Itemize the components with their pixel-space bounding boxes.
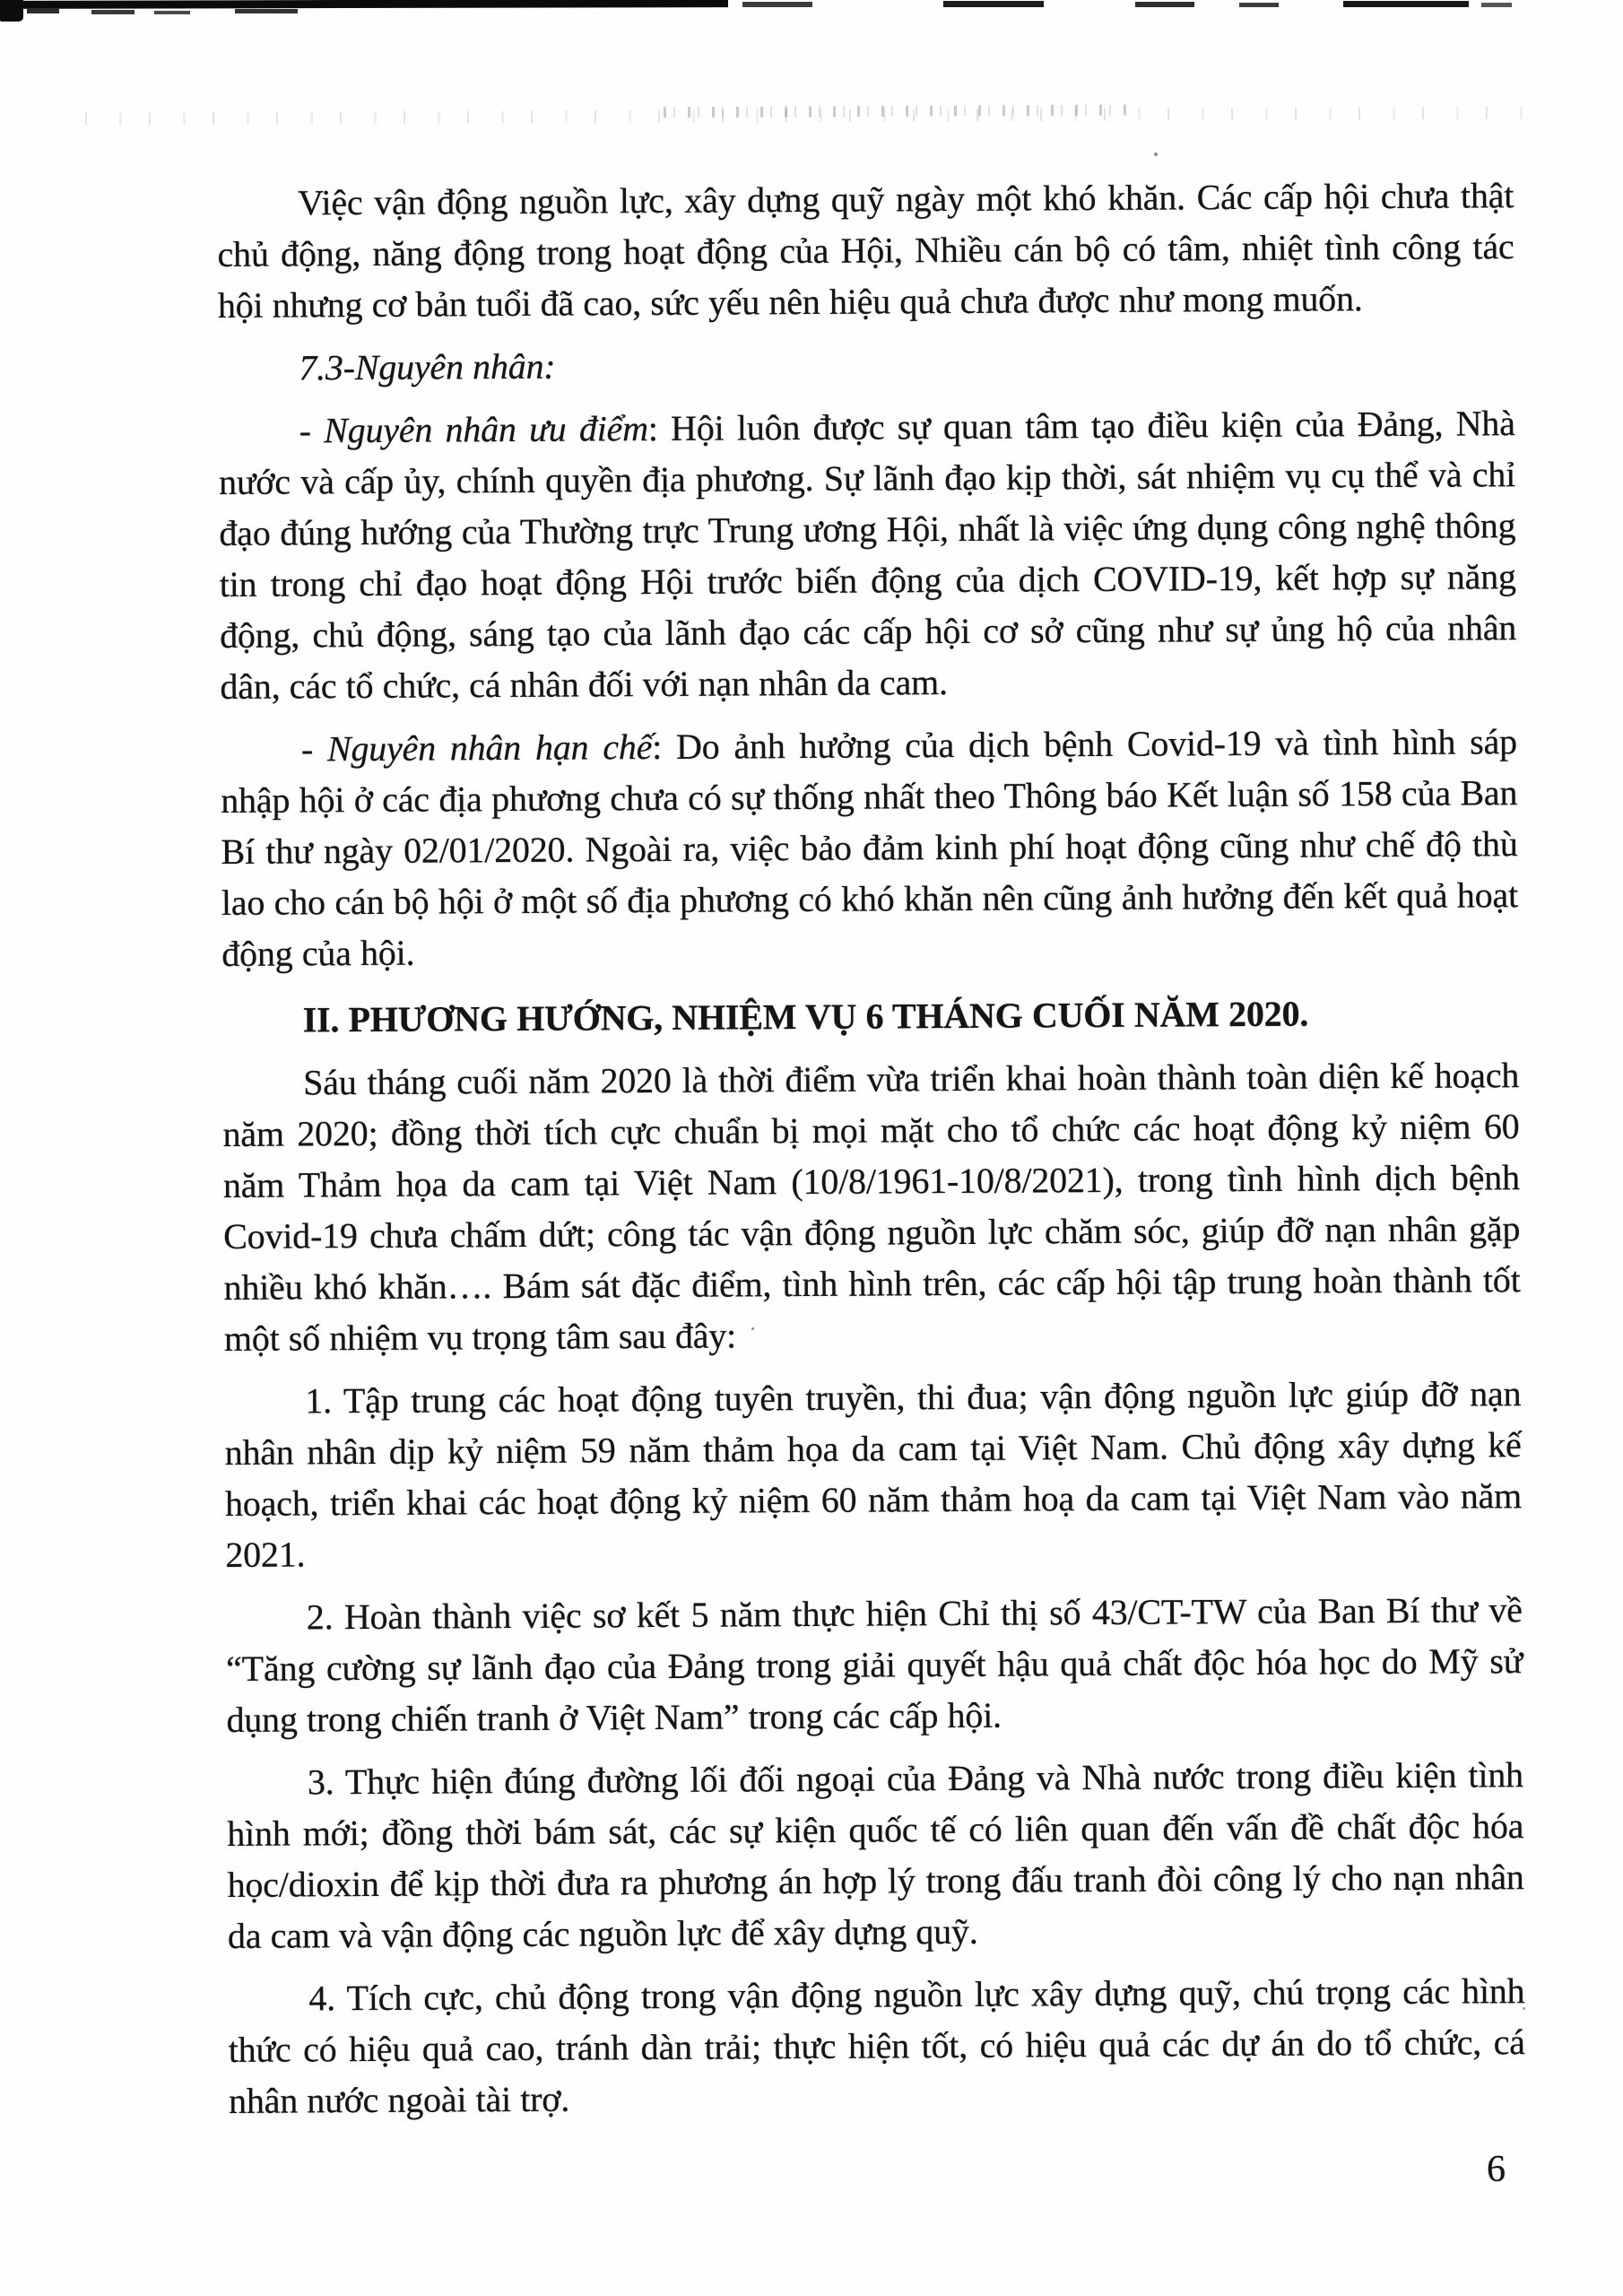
heading-7-3-nguyen-nhan: 7.3-Nguyên nhân: <box>299 345 556 388</box>
scan-artifact-segment <box>1481 3 1512 7</box>
paragraph-cause-limitation <box>221 716 1519 979</box>
scan-artifact-segment <box>943 1 1044 7</box>
paragraph-six-months-plan: Sáu tháng cuối năm 2020 là thời điểm vừa triển khai hoàn thành toàn diện kế hoạch năm 2020; đồng thời tích cực chuẩn bị mọi mặt cho tổ chức các hoạt động kỷ niệm 60 năm Thảm họa da cam tại Việt Nam (10/8/1961-10/8/2021), trong tình hình dịch bệnh Covid-19 chưa chấm dứt; công tác vận động nguồn lực chăm sóc, giúp đỡ nạn nhân gặp nhiều khó khăn…. Bám sát đặc điểm, tình hình trên, các cấp hội tập trung hoàn thành tốt một số nhiệm vụ trọng tâm sau đây: <box>222 1055 1521 1359</box>
heading-section-2: II. PHƯƠNG HƯỚNG, NHIỆM VỤ 6 THÁNG CUỐI NĂM 2020. <box>302 993 1309 1040</box>
scan-artifact-dash <box>235 9 298 13</box>
scan-artifact-segment <box>1343 1 1469 7</box>
cause-limitation-body: : Do ảnh hưởng của dịch bệnh Covid-19 và tình hình sáp nhập hội ở các địa phương chưa có sự thống nhất theo Thông báo Kết luận số 158 của Ban Bí thư ngày 02/01/2020. Ngoài ra, việc bảo đảm kinh phí hoạt động cũng như chế độ thù lao cho cán bộ hội ở một số địa phương có khó khăn nên cũng ảnh hưởng đến kết quả hoạt động của hội. <box>221 721 1519 974</box>
scan-artifact-segment <box>742 2 812 7</box>
cause-positive-body: : Hội luôn được sự quan tâm tạo điều kiện của Đảng, Nhà nước và cấp ủy, chính quyền địa phương. Sự lãnh đạo kịp thời, sát nhiệm vụ cụ thể và chỉ đạo đúng hướng của Thường trực Trung ương Hội, nhất là việc ứng dụng công nghệ thông tin trong chỉ đạo hoạt động Hội trước biến động của dịch COVID-19, kết hợp sự năng động, chủ động, sáng tạo của lãnh đạo các cấp hội cơ sở cũng như sự ủng hộ của nhân dân, các tổ chức, cá nhân đối với nạn nhân da cam. <box>218 403 1517 707</box>
task-item-1: 1. Tập trung các hoạt động tuyên truyền, thi đua; vận động nguồn lực giúp đỡ nạn nhân nhân dịp kỷ niệm 59 năm thảm họa da cam tại Việt Nam. Chủ động xây dựng kế hoạch, triển khai các hoạt động kỷ niệm 60 năm thảm hoạ da cam tại Việt Nam vào năm 2021. <box>224 1373 1523 1575</box>
scan-artifact-top-bar <box>0 0 728 9</box>
page-number: 6 <box>1487 2149 1506 2190</box>
scan-artifact-segment <box>1239 3 1279 7</box>
scan-artifact-dot <box>1154 152 1158 156</box>
scan-artifact-corner-blob <box>0 0 23 22</box>
task-item-4: 4. Tích cực, chủ động trong vận động nguồn lực xây dựng quỹ, chú trọng các hình thức có hiệu quả cao, tránh dàn trải; thực hiện tốt, có hiệu quả các dự án do tổ chức, cá nhân nước ngoài tài trợ. <box>228 1970 1525 2121</box>
task-item-3: 3. Thực hiện đúng đường lối đối ngoại của Đảng và Nhà nước trong điều kiện tình hình mới; đồng thời bám sát, các sự kiện quốc tế có liên quan đến vấn đề chất độc hóa học/dioxin để kịp thời đưa ra phương án hợp lý trong đấu tranh đòi công lý cho nạn nhân da cam và vận động các nguồn lực để xây dựng quỹ. <box>227 1754 1524 1956</box>
task-item-2: 2. Hoàn thành việc sơ kết 5 năm thực hiện Chỉ thị số 43/CT-TW của Ban Bí thư về “Tăng cường sự lãnh đạo của Đảng trong giải quyết hậu quả chất độc hóa học do Mỹ sử dụng trong chiến tranh ở Việt Nam” trong các cấp hội. <box>226 1589 1523 1740</box>
scan-artifact-dash <box>154 11 190 14</box>
document-body <box>217 170 1525 2126</box>
cause-limitation-lead: - Nguyên nhân hạn chế <box>300 726 653 770</box>
scan-artifact-dash <box>27 8 59 13</box>
paragraph-cause-positive <box>219 397 1517 712</box>
cause-positive-lead: - Nguyên nhân ưu điểm <box>299 408 648 451</box>
scan-artifact-segment <box>1135 2 1194 7</box>
paragraph-difficulties: Việc vận động nguồn lực, xây dựng quỹ ngày một khó khăn. Các cấp hội chưa thật chủ động, năng động trong hoạt động của Hội, Nhiều cán bộ có tâm, nhiệt tình công tác hội nhưng cơ bản tuổi đã cao, sức yếu nên hiệu quả chưa được như mong muốn. <box>217 175 1515 326</box>
scan-artifact-dash <box>91 10 135 14</box>
